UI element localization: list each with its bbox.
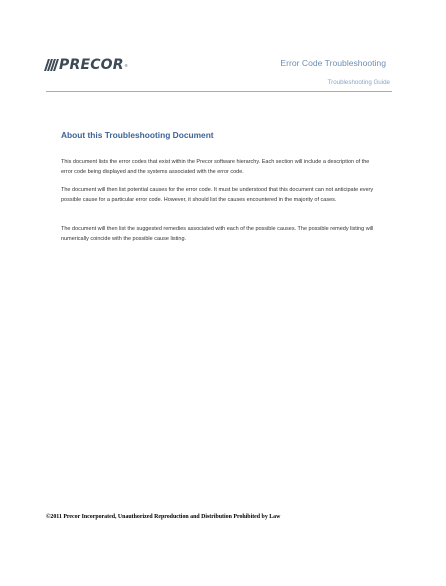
- precor-logo: [46, 57, 130, 73]
- copyright-footer: ©2011 Precor Incorporated, Unauthorized Reproduction and Distribution Prohibited by Law: [46, 514, 281, 520]
- logo-stripes-icon: [44, 59, 59, 71]
- section-heading: About this Troubleshooting Document: [61, 130, 214, 140]
- registered-mark-icon: ®: [124, 62, 128, 68]
- logo-text: PRECOR: [59, 57, 124, 73]
- paragraph-3: The document will then list the suggested remedies associated with each of the possible causes. The possible remedy listing will numerically coincide with the possible cause listing.: [61, 226, 374, 242]
- paragraph-2: The document will then list potential causes for the error code. It must be understood that this document can not anticipate every possible cause for a particular error code. However, it should list the causes encountered in the majority of cases.: [61, 187, 374, 203]
- header-subtitle: Troubleshooting Guide: [327, 79, 390, 86]
- header-divider: [46, 91, 392, 92]
- paragraph-1: This document lists the error codes that exist within the Precor software hierarchy. Each section will include a description of the error code being displayed and the systems associated with the error code.: [61, 159, 370, 175]
- header-title: Error Code Troubleshooting: [280, 58, 386, 68]
